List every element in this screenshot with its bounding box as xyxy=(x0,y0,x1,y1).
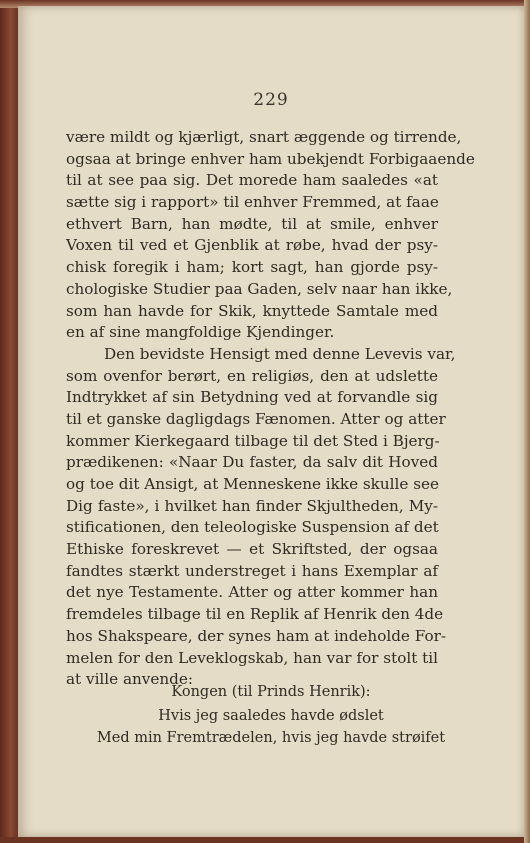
book-page xyxy=(18,6,524,837)
text-line: at ville anvende: xyxy=(66,670,193,689)
text-line: stificationen, den teleologiske Suspension af det xyxy=(66,518,439,537)
page-number: 229 xyxy=(253,90,289,110)
text-line: prædikenen: «Naar Du faster, da salv dit Hoved xyxy=(66,453,438,472)
text-line: Indtrykket af sin Betydning ved at forvandle sig xyxy=(66,388,438,407)
verse-line: Med min Fremtrædelen, hvis jeg havde strøifet xyxy=(96,730,446,746)
verse-line: Hvis jeg saaledes havde ødslet xyxy=(158,708,384,724)
body-text xyxy=(66,127,475,691)
text-line: Voxen til ved et Gjenblik at røbe, hvad der psy- xyxy=(66,236,438,255)
book-spine-edge xyxy=(0,0,18,843)
book-bottom-edge xyxy=(0,837,530,843)
text-line: chisk foregik i ham; kort sagt, han gjorde psy- xyxy=(66,258,438,277)
text-line: det nye Testamente. Atter og atter kommer han xyxy=(66,583,438,602)
text-line: Dig faste», i hvilket han finder Skjultheden, My- xyxy=(66,496,438,515)
text-line: Den bevidste Hensigt med denne Levevis var, xyxy=(104,344,456,363)
text-line: fandtes stærkt understreget i hans Exemplar af xyxy=(66,561,438,580)
text-line: som han havde for Skik, knyttede Samtale med xyxy=(66,301,438,320)
text-line: være mildt og kjærligt, snart æggende og tirrende, xyxy=(66,128,462,146)
text-line: ogsaa at bringe enhver ham ubekjendt Forbigaaende xyxy=(66,149,475,168)
text-line: fremdeles tilbage til en Replik af Henrik den 4de xyxy=(66,605,444,624)
text-line: og toe dit Ansigt, at Menneskene ikke skulle see xyxy=(66,475,439,493)
text-line: ethvert Barn, han mødte, til at smile, enhver xyxy=(66,214,438,233)
text-line: kommer Kierkegaard tilbage til det Sted i Bjerg- xyxy=(66,431,440,450)
text-line: til at see paa sig. Det morede ham saaledes «at xyxy=(66,171,438,190)
text-line: chologiske Studier paa Gaden, selv naar han ikke, xyxy=(66,279,453,298)
text-line: sætte sig i rapport» til enhver Fremmed, at faae xyxy=(66,193,439,212)
text-line: som ovenfor berørt, en religiøs, den at udslette xyxy=(66,366,438,385)
text-line: hos Shakspeare, der synes ham at indeholde For- xyxy=(66,626,446,645)
text-line: til et ganske dagligdags Fænomen. Atter og atter xyxy=(66,409,446,428)
text-line: Ethiske foreskrevet — et Skriftsted, der ogsaa xyxy=(66,540,438,559)
verse-speaker: Kongen (til Prinds Henrik): xyxy=(171,684,371,700)
book-right-edge xyxy=(524,0,530,843)
text-line: melen for den Leveklogskab, han var for stolt til xyxy=(66,648,438,667)
text-line: en af sine mangfoldige Kjendinger. xyxy=(66,323,335,342)
